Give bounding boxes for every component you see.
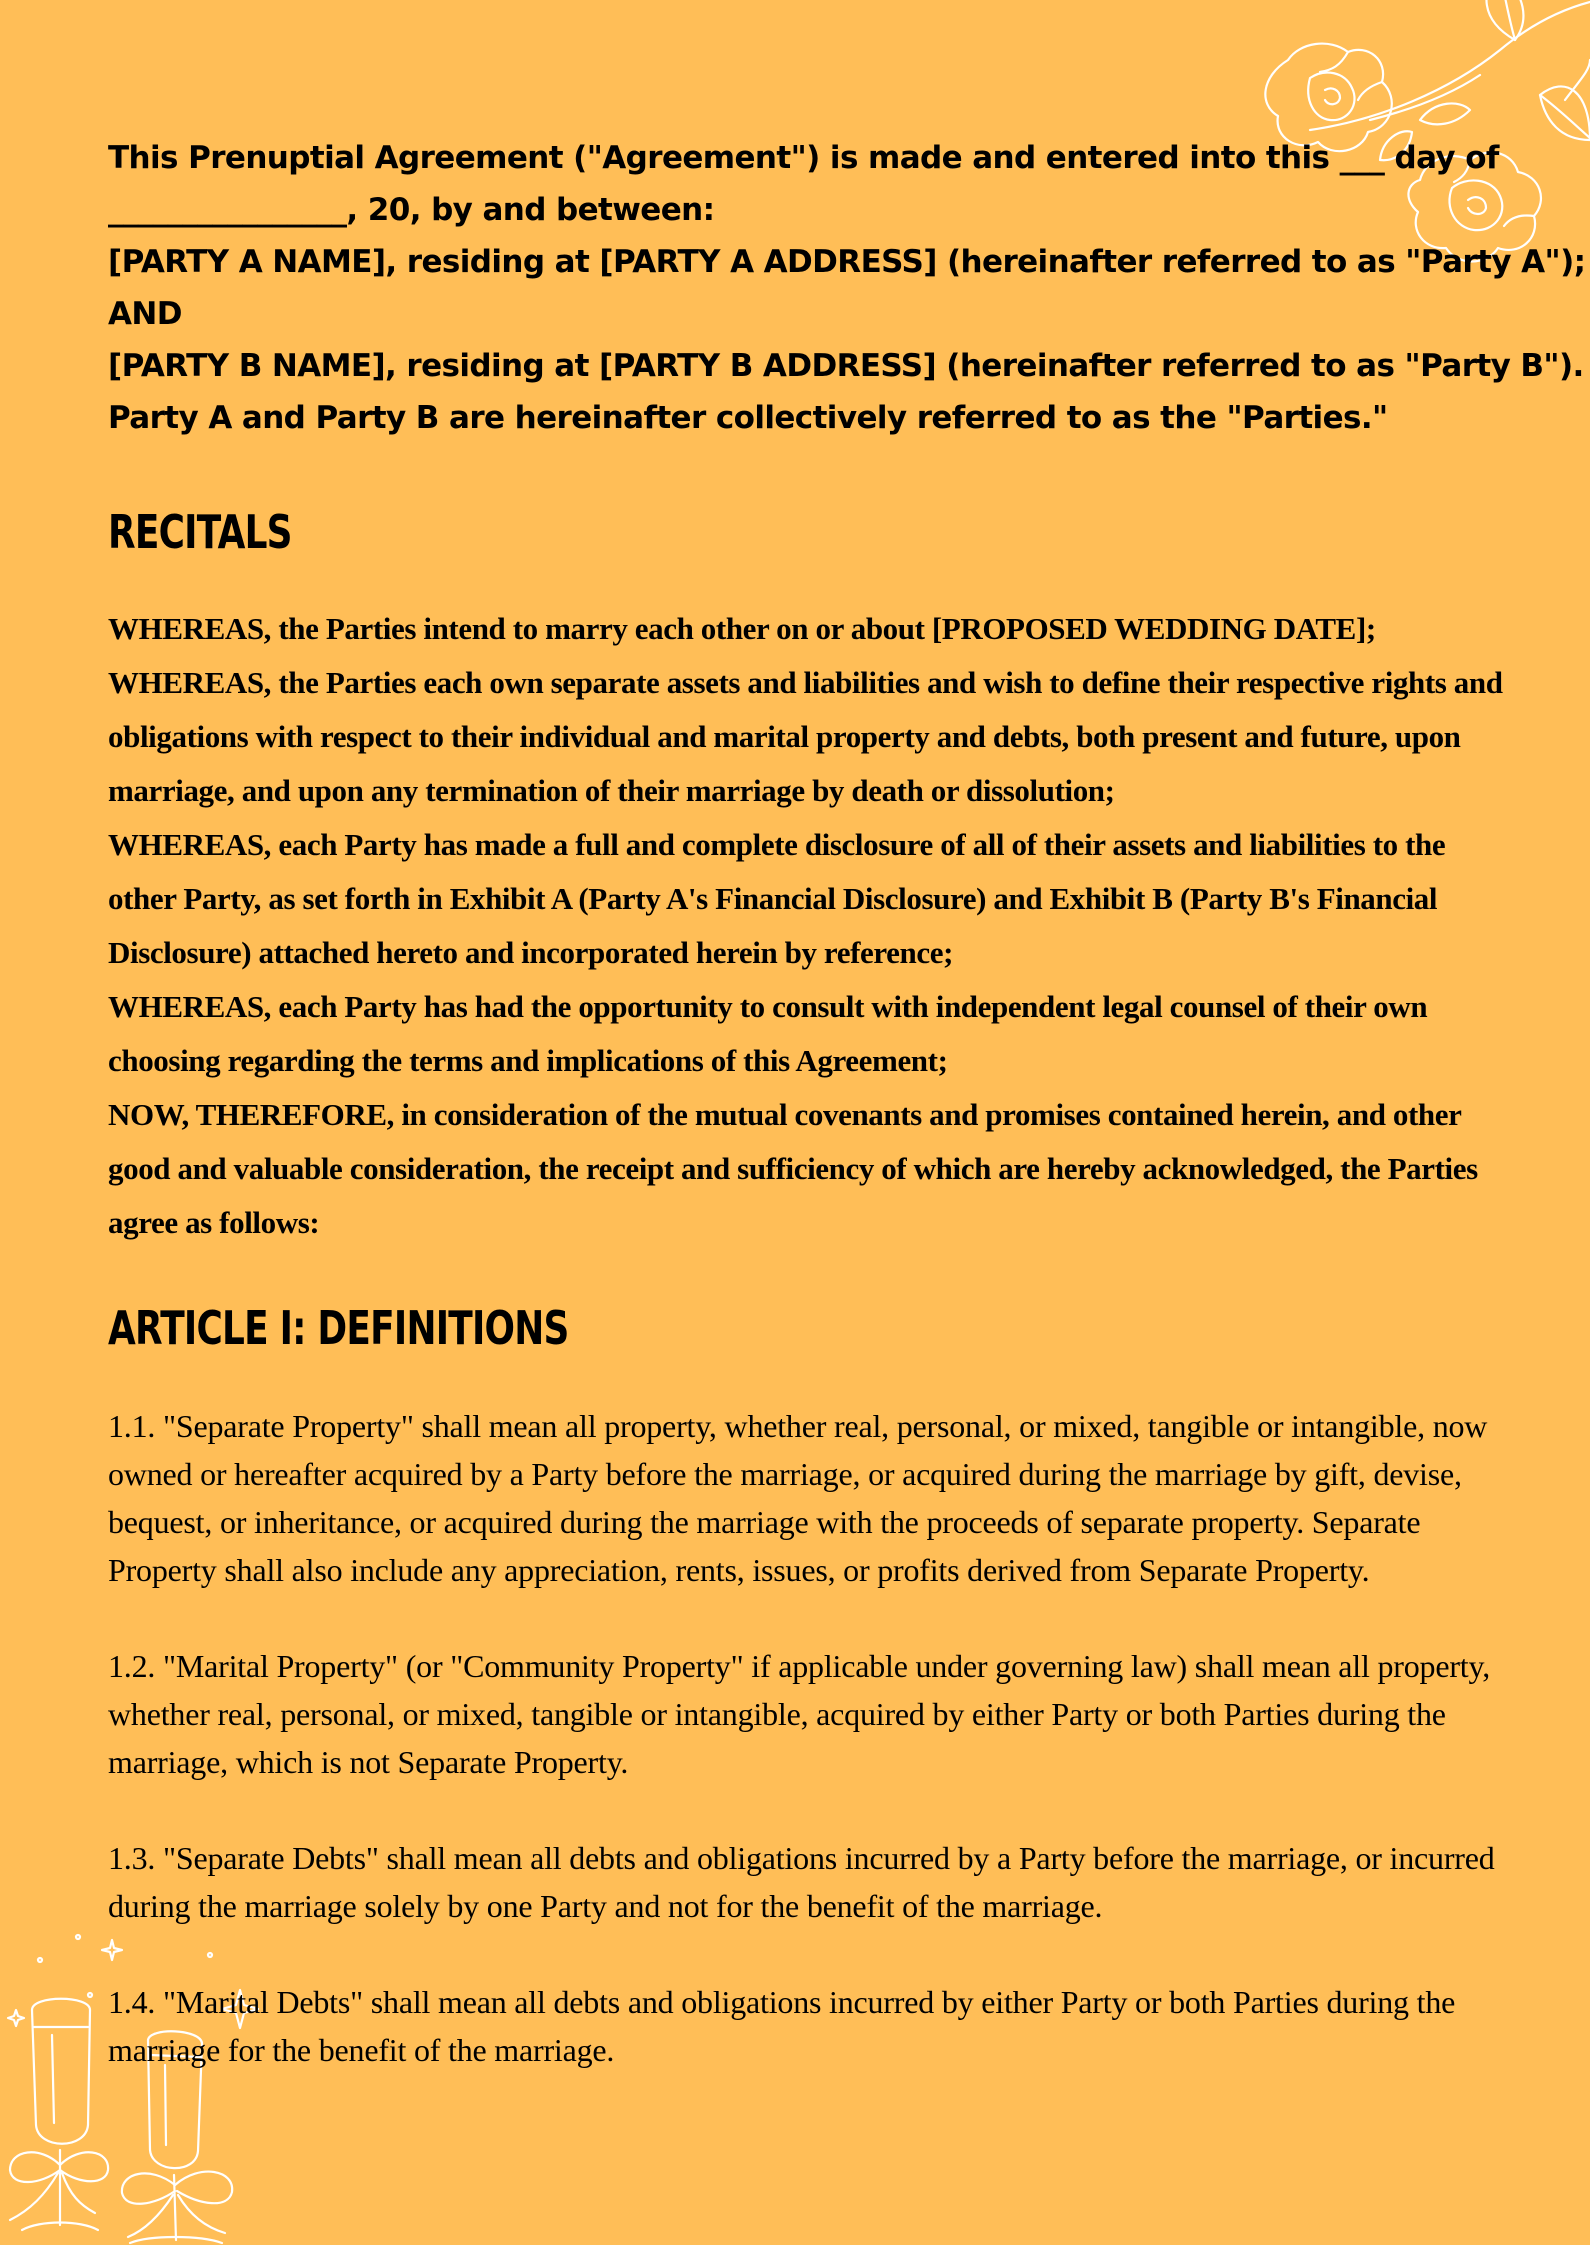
party-b-line: [PARTY B NAME], residing at [PARTY B ADDRESS] (hereinafter referred to as "Party B"). bbox=[108, 348, 1584, 384]
collective-line: Party A and Party B are hereinafter collectively referred to as the "Parties." bbox=[108, 400, 1388, 436]
recital-paragraph: NOW, THEREFORE, in consideration of the mutual covenants and promises contained herein, and other good and valuable consideration, the receipt and sufficiency of which are hereby acknowledged, the Parties agree as follows: bbox=[108, 1097, 1478, 1240]
intro-line-2: ________________, 20, by and between: bbox=[108, 192, 715, 228]
party-a-line: [PARTY A NAME], residing at [PARTY A ADDRESS] (hereinafter referred to as "Party A"); bbox=[108, 244, 1586, 280]
recital-paragraph: WHEREAS, the Parties intend to marry each other on or about [PROPOSED WEDDING DATE]; bbox=[108, 611, 1376, 646]
and-line: AND bbox=[108, 296, 182, 332]
article-1-heading: ARTICLE I: DEFINITIONS bbox=[108, 1301, 569, 1355]
recital-paragraph: WHEREAS, the Parties each own separate assets and liabilities and wish to define their respective rights and obligations with respect to their individual and marital property and debts, both present and future, upon marriage, and upon any termination of their marriage by death or dissolution; bbox=[108, 665, 1503, 808]
recital-paragraph: WHEREAS, each Party has had the opportunity to consult with independent legal counsel of their own choosing regarding the terms and implications of this Agreement; bbox=[108, 989, 1428, 1078]
definition-paragraph: 1.1. "Separate Property" shall mean all property, whether real, personal, or mixed, tangible or intangible, now owned or hereafter acquired by a Party before the marriage, or acquired during the marriage by gift, devise, bequest, or inheritance, or acquired during the marriage with the proceeds of separate property. Separate Property shall also include any appreciation, rents, issues, or profits derived from Separate Property. bbox=[108, 1408, 1488, 1588]
definition-paragraph: 1.3. "Separate Debts" shall mean all debts and obligations incurred by a Party before the marriage, or incurred during the marriage solely by one Party and not for the benefit of the marriage. bbox=[108, 1840, 1495, 1924]
definition-paragraph: 1.2. "Marital Property" (or "Community Property" if applicable under governing law) shall mean all property, whether real, personal, or mixed, tangible or intangible, acquired by either Party or both Parties during the marriage, which is not Separate Property. bbox=[108, 1648, 1491, 1780]
definitions-section bbox=[108, 1402, 1508, 2074]
recitals-heading: RECITALS bbox=[108, 505, 292, 559]
intro-section bbox=[108, 132, 1586, 444]
recital-paragraph: WHEREAS, each Party has made a full and complete disclosure of all of their assets and liabilities to the other Party, as set forth in Exhibit A (Party A's Financial Disclosure) and Exhibit B (Party B's Financial Disclosure) attached hereto and incorporated herein by reference; bbox=[108, 827, 1446, 970]
recitals-section bbox=[108, 602, 1508, 1250]
agreement-content bbox=[108, 132, 1586, 2122]
intro-line-1: This Prenuptial Agreement ("Agreement") is made and entered into this ___ day of bbox=[108, 140, 1499, 176]
definition-paragraph: 1.4. "Marital Debts" shall mean all debts and obligations incurred by either Party or both Parties during the marriage for the benefit of the marriage. bbox=[108, 1984, 1456, 2068]
